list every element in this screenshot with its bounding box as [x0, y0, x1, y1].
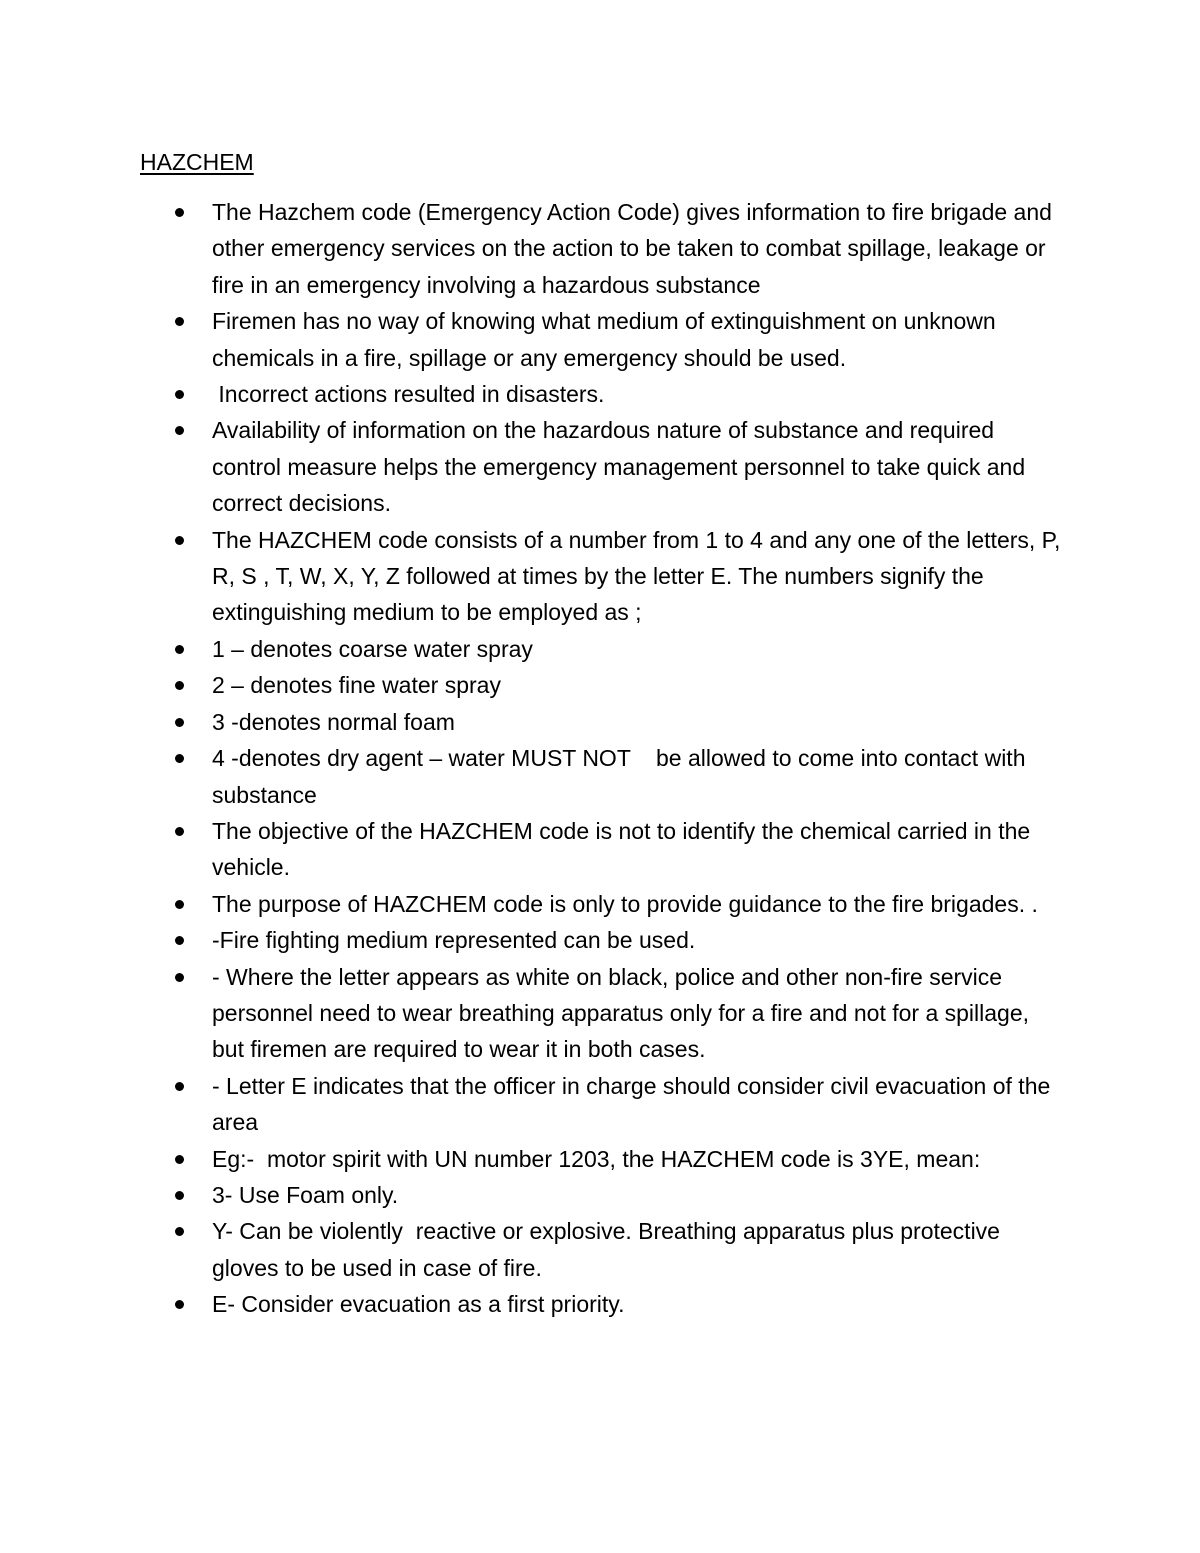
- list-item-text: Availability of information on the hazardous nature of substance and required control measure helps the emergency management personnel to take quick and correct decisions.: [212, 417, 1032, 517]
- list-item-text: - Where the letter appears as white on black, police and other non-fire service personnel need to wear breathing apparatus only for a fire and not for a spillage, but firemen are required to wear it in both cases.: [212, 963, 1036, 1063]
- list-item: [0, 1213, 1062, 1286]
- list-item-text: 2 – denotes fine water spray: [212, 672, 501, 699]
- bullet-icon: [175, 1227, 184, 1236]
- bullet-icon: [175, 718, 184, 727]
- bullet-icon: [175, 536, 184, 545]
- list-item: [0, 740, 1062, 813]
- list-item-text: 1 – denotes coarse water spray: [212, 635, 533, 662]
- list-item-text: Eg:- motor spirit with UN number 1203, the HAZCHEM code is 3YE, mean:: [212, 1145, 981, 1172]
- bullet-icon: [175, 936, 184, 945]
- list-item-text: The Hazchem code (Emergency Action Code) gives information to fire brigade and other emergency services on the action to be taken to combat spillage, leakage or fire in an emergency involving a hazardous substance: [212, 199, 1059, 298]
- list-item-text: Y- Can be violently reactive or explosive. Breathing apparatus plus protective gloves to be used in case of fire.: [212, 1218, 1007, 1281]
- list-item: [0, 922, 1062, 958]
- list-item-text: E- Consider evacuation as a first priority.: [212, 1291, 625, 1318]
- list-item-text: The objective of the HAZCHEM code is not to identify the chemical carried in the vehicle.: [212, 817, 1037, 881]
- list-item: [0, 522, 1067, 631]
- list-item-text: Incorrect actions resulted in disasters.: [212, 381, 605, 408]
- bullet-icon: [175, 1155, 184, 1164]
- list-item: [0, 1177, 1062, 1213]
- bullet-icon: [175, 1300, 184, 1309]
- list-item-text: -Fire fighting medium represented can be used.: [212, 927, 696, 954]
- list-item: [0, 412, 1062, 521]
- bullet-icon: [175, 208, 184, 217]
- list-item-text: Firemen has no way of knowing what medium of extinguishment on unknown chemicals in a fire, spillage or any emergency should be used.: [212, 308, 1003, 371]
- bullet-icon: [175, 390, 184, 399]
- document-title: HAZCHEM: [140, 149, 254, 175]
- list-item: [0, 1141, 1062, 1177]
- bullet-list: [0, 194, 1200, 1323]
- bullet-icon: [175, 754, 184, 763]
- list-item: [0, 704, 1062, 740]
- bullet-icon: [175, 827, 184, 836]
- list-item: [0, 886, 1062, 922]
- bullet-icon: [175, 1082, 184, 1091]
- bullet-icon: [175, 645, 184, 654]
- bullet-icon: [175, 973, 184, 982]
- bullet-icon: [175, 681, 184, 690]
- list-item: [0, 1286, 1062, 1322]
- bullet-icon: [175, 900, 184, 909]
- bullet-icon: [175, 1191, 184, 1200]
- list-item-text: The HAZCHEM code consists of a number from 1 to 4 and any one of the letters, P, R, S , T, W, X, Y, Z followed at times by the letter E. The numbers signify the extinguishing medium to be employed as ;: [212, 526, 1067, 626]
- list-item-text: 4 -denotes dry agent – water MUST NOT be allowed to come into contact with substance: [212, 745, 1052, 808]
- list-item: [0, 303, 1062, 376]
- bullet-icon: [175, 317, 184, 326]
- list-item: [0, 631, 1062, 667]
- list-item: [0, 667, 1062, 703]
- list-item: [0, 194, 1062, 303]
- list-item-text: 3 -denotes normal foam: [212, 708, 455, 735]
- list-item-text: - Letter E indicates that the officer in charge should consider civil evacuation of the area: [212, 1072, 1057, 1136]
- list-item-text: The purpose of HAZCHEM code is only to provide guidance to the fire brigades. .: [212, 890, 1038, 917]
- list-item: [0, 376, 1062, 412]
- list-item-text: 3- Use Foam only.: [212, 1181, 399, 1208]
- list-item: [0, 959, 1062, 1068]
- list-item: [0, 813, 1062, 886]
- bullet-icon: [175, 426, 184, 435]
- list-item: [0, 1068, 1062, 1141]
